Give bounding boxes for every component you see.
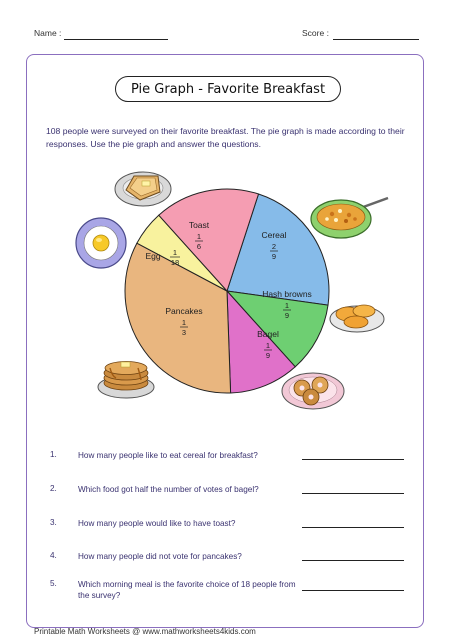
intro-text: 108 people were surveyed on their favorite breakfast. The pie graph is made according to their responses. Use the pie graph and answer the questions. <box>46 126 405 149</box>
question-text: How many people did not vote for pancakes? <box>78 552 242 561</box>
slice-name: Bagel <box>257 329 279 339</box>
question-text: How many people like to eat cereal for breakfast? <box>78 451 258 460</box>
slice-fraction-numerator: 1 <box>181 318 187 327</box>
cereal-bowl-icon <box>311 198 388 238</box>
egg-icon <box>76 218 126 268</box>
bagels-icon <box>282 373 344 409</box>
footer-text: Printable Math Worksheets @ www.mathworksheets4kids.com <box>34 627 256 636</box>
slice-fraction-denominator: 9 <box>265 351 271 360</box>
slice-fraction-denominator: 9 <box>271 252 277 261</box>
question-text: How many people would like to have toast? <box>78 519 236 528</box>
question-text: Which morning meal is the favorite choice of 18 people from the survey? <box>78 580 296 600</box>
slice-name: Hash browns <box>262 289 312 299</box>
slice-fraction-numerator: 1 <box>265 341 271 350</box>
slice-fraction-numerator: 1 <box>172 248 178 257</box>
slice-fraction-denominator: 6 <box>196 242 202 251</box>
slice-fraction-numerator: 2 <box>271 242 277 251</box>
question-text: Which food got half the number of votes of bagel? <box>78 485 259 494</box>
toast-icon <box>115 172 171 206</box>
answer-line[interactable] <box>302 493 404 494</box>
answer-line[interactable] <box>302 590 404 591</box>
slice-fraction-numerator: 1 <box>196 232 202 241</box>
hash-browns-icon <box>330 305 384 332</box>
slice-fraction-denominator: 9 <box>284 311 290 320</box>
answer-line[interactable] <box>302 459 404 460</box>
question-number: 4. <box>50 551 57 560</box>
slice-fraction-denominator: 3 <box>181 328 187 337</box>
name-label: Name : <box>34 28 62 38</box>
question-number: 5. <box>50 579 57 588</box>
slice-name: Egg <box>145 251 161 261</box>
slice-name: Pancakes <box>165 306 203 316</box>
slice-name: Cereal <box>261 230 287 240</box>
answer-line[interactable] <box>302 527 404 528</box>
slice-fraction-numerator: 1 <box>284 301 290 310</box>
slice-name: Toast <box>188 220 210 230</box>
score-label: Score : <box>302 28 329 38</box>
question-number: 3. <box>50 518 57 527</box>
worksheet-title: Pie Graph - Favorite Breakfast <box>115 76 341 102</box>
slice-fraction-denominator: 18 <box>170 258 180 267</box>
question-number: 1. <box>50 450 57 459</box>
pancakes-icon <box>98 362 154 399</box>
answer-line[interactable] <box>302 560 404 561</box>
question-number: 2. <box>50 484 57 493</box>
